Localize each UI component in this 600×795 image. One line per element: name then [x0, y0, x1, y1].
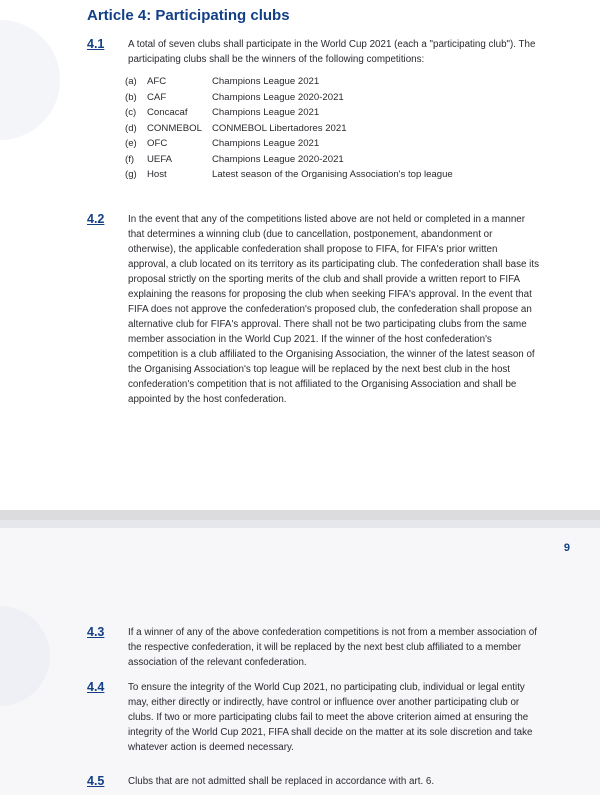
section-4-5	[87, 774, 540, 789]
competition-confederation: Host	[147, 169, 167, 180]
section-4-3	[87, 625, 540, 670]
section-text: To ensure the integrity of the World Cup 2021, no participating club, individual or legal entity may, either directly or indirectly, have control or influence over another participating club or clubs. If two or more participating clubs fail to meet the above criterion aimed at ensuring the integrity of the World Cup 2021, FIFA shall decide on the matter at its sole discretion and take whatever action is deemed necessary.	[128, 682, 533, 753]
competition-letter: (a)	[125, 76, 137, 87]
section-number: 4.2	[87, 212, 105, 226]
section-text: A total of seven clubs shall participate in the World Cup 2021 (each a "participating club"). The participating clubs shall be the winners of the following competitions:	[128, 39, 536, 65]
section-number: 4.1	[87, 37, 105, 51]
competition-confederation: OFC	[147, 138, 168, 149]
competition-name: CONMEBOL Libertadores 2021	[212, 122, 347, 134]
section-text: In the event that any of the competitions listed above are not held or completed in a manner that determines a winning club (due to cancellation, postponement, abandonment or otherwise), the applicable confederation shall propose to FIFA, for FIFA's prior written approval, a club located on its territory as its participating club. The confederation shall base its proposal strictly on the sporting merits of the club and shall provide a written report to FIFA explaining the reasons for proposing the club when seeking FIFA's approval. In the event that FIFA does not approve the confederation's proposed club, the confederation shall propose an alternative club for FIFA's approval. There shall not be two participating clubs from the same member association in the World Cup 2021. If the winner of the host confederation's competition is a club affiliated to the Organising Association, the winner of the latest season of the Organising Association's top league will be replaced by the next best club in the host confederation's competition that is not affiliated to the Organising Association and shall be appointed by the host confederation.	[128, 214, 539, 405]
section-text: If a winner of any of the above confederation competitions is not from a member association of the respective confederation, it will be replaced by the next best club affiliated to a member association of the relevant confederation.	[128, 627, 537, 668]
competition-confederation: CONMEBOL	[147, 122, 202, 134]
section-number: 4.5	[87, 774, 105, 788]
section-4-2	[87, 212, 540, 407]
competition-letter: (f)	[125, 153, 135, 165]
competition-name: Champions League 2021	[212, 107, 320, 118]
competition-name: Champions League 2020-2021	[212, 153, 344, 165]
competition-letter: (g)	[125, 169, 137, 180]
competition-item	[125, 90, 540, 106]
competition-item	[125, 167, 540, 183]
competition-letter: (d)	[125, 122, 137, 134]
competition-letter: (e)	[125, 138, 137, 149]
competition-item	[125, 74, 540, 90]
decorative-circle	[0, 20, 60, 140]
competition-confederation: CAF	[147, 91, 167, 103]
competition-letter: (b)	[125, 91, 137, 103]
competition-confederation: UEFA	[147, 153, 173, 165]
competition-item	[125, 121, 540, 137]
decorative-circle	[0, 606, 50, 706]
page-number: 9	[563, 542, 570, 554]
competition-name: Latest season of the Organising Association's top league	[212, 169, 453, 180]
competition-name: Champions League 2021	[212, 138, 320, 149]
competition-name: Champions League 2021	[212, 76, 320, 87]
competition-letter: (c)	[125, 107, 137, 118]
competition-confederation: AFC	[147, 76, 167, 87]
section-number: 4.4	[87, 680, 105, 694]
competition-item	[125, 152, 540, 168]
section-4-4	[87, 680, 540, 755]
page-divider	[0, 520, 600, 528]
competition-item	[125, 136, 540, 152]
competition-list	[125, 74, 540, 183]
document-page-bottom	[0, 520, 600, 795]
section-number: 4.3	[87, 625, 105, 639]
competition-confederation: Concacaf	[147, 107, 188, 118]
section-text: Clubs that are not admitted shall be replaced in accordance with art. 6.	[128, 776, 435, 787]
article-title: Article 4: Participating clubs	[87, 7, 290, 24]
competition-name: Champions League 2020-2021	[212, 91, 344, 103]
section-4-1	[87, 37, 540, 183]
competition-item	[125, 105, 540, 121]
